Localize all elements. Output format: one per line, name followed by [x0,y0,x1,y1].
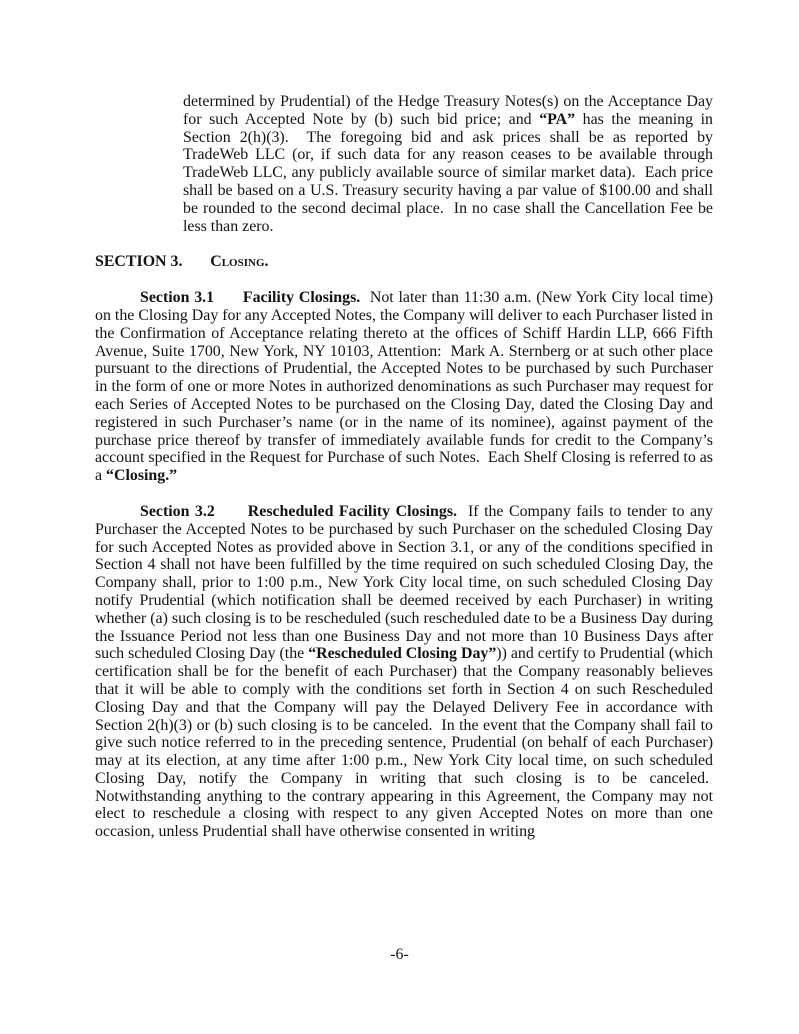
text-run: Not later than 11:30 a.m. (New York City local time) on the Closing Day for any Accepted Notes, the Company will deliver to each Purchaser listed in the Confirmation of Acceptance relating thereto at the offices of Schiff Hardin LLP, 666 Fifth Avenue, Suite 1700, New York, NY 10103, Attention: Mark A. Sternberg or at such other place pursuant to the directions of Prudential, the Accepted Notes to be purchased by such Purchaser in the form of one or more Notes in authorized denominations as such Purchaser may request for each Series of Accepted Notes to be purchased on the Closing Day, dated the Closing Day and registered in such Purchaser’s name (or in the name of its nominee), against payment of the purchase price thereof by transfer of immediately available funds for credit to the Company’s account specified in the Request for Purchase of such Notes. Each Shelf Closing is referred to as a [95,289,714,485]
paragraph-cancellation-fee-continuation [183,93,713,235]
text-run: Section 3.2 Rescheduled Facility Closings. [140,502,457,520]
text-run: “Closing.” [106,467,178,485]
paragraph-section-3-1-facility-closings [95,289,713,485]
text-run: )) and certify to Prudential (which certification shall be for the benefit of each Purchaser) that the Company reasonably believes that it will be able to comply with the conditions set forth in Section 4 on such Rescheduled Closing Day and that the Company will pay the Delayed Delivery Fee in accordance with Section 2(h)(3) or (b) such closing is to be canceled. In the event that the Company shall fail to give such notice referred to in the preceding sentence, Prudential (on behalf of each Purchaser) may at its election, at any time after 1:00 p.m., New York City local time, on such scheduled Closing Day, notify the Company in writing that such closing is to be canceled. Notwithstanding anything to the contrary appearing in this Agreement, the Company may not elect to reschedule a closing with respect to any given Accepted Notes on more than one occasion, unless Prudential shall have otherwise consented in writing [95,645,713,841]
text-run: has the meaning in Section 2(h)(3). The foregoing bid and ask prices shall be as reported by TradeWeb LLC (or, if such data for any reason ceases to be available through TradeWeb LLC, any publicly available source of similar market data). Each price shall be based on a U.S. Treasury security having a par value of $100.00 and shall be rounded to the second decimal place. In no case shall the Cancellation Fee be less than zero. [183,110,713,235]
document-body [95,93,713,841]
text-run: Closing. [210,253,269,271]
text-run: Section 3.1 Facility Closings. [140,289,361,307]
paragraph-section-3-2-rescheduled-facility-closings [95,503,713,841]
text-run: SECTION 3. [95,253,183,271]
text-run [182,253,210,270]
page-number: -6- [390,946,409,963]
section-3-heading [95,253,713,271]
text-run: “PA” [539,110,576,128]
text-run: determined by Prudential) of the Hedge Treasury Notes(s) on the Acceptance Day for such Accepted Note by (b) such bid price; and [183,93,713,128]
text-run: “Rescheduled Closing Day” [308,645,497,663]
text-run: If the Company fails to tender to any Purchaser the Accepted Notes to be purchased by such Purchaser on the scheduled Closing Day for such Accepted Notes as provided above in Section 3.1, or any of the conditions specified in Section 4 shall not have been fulfilled by the time required on such scheduled Closing Day, the Company shall, prior to 1:00 p.m., New York City local time, on such scheduled Closing Day notify Prudential (which notification shall be deemed received by each Purchaser) in writing whether (a) such closing is to be rescheduled (such rescheduled date to be a Business Day during the Issuance Period not less than one Business Day and not more than 10 Business Days after such scheduled Closing Day (the [95,502,713,663]
